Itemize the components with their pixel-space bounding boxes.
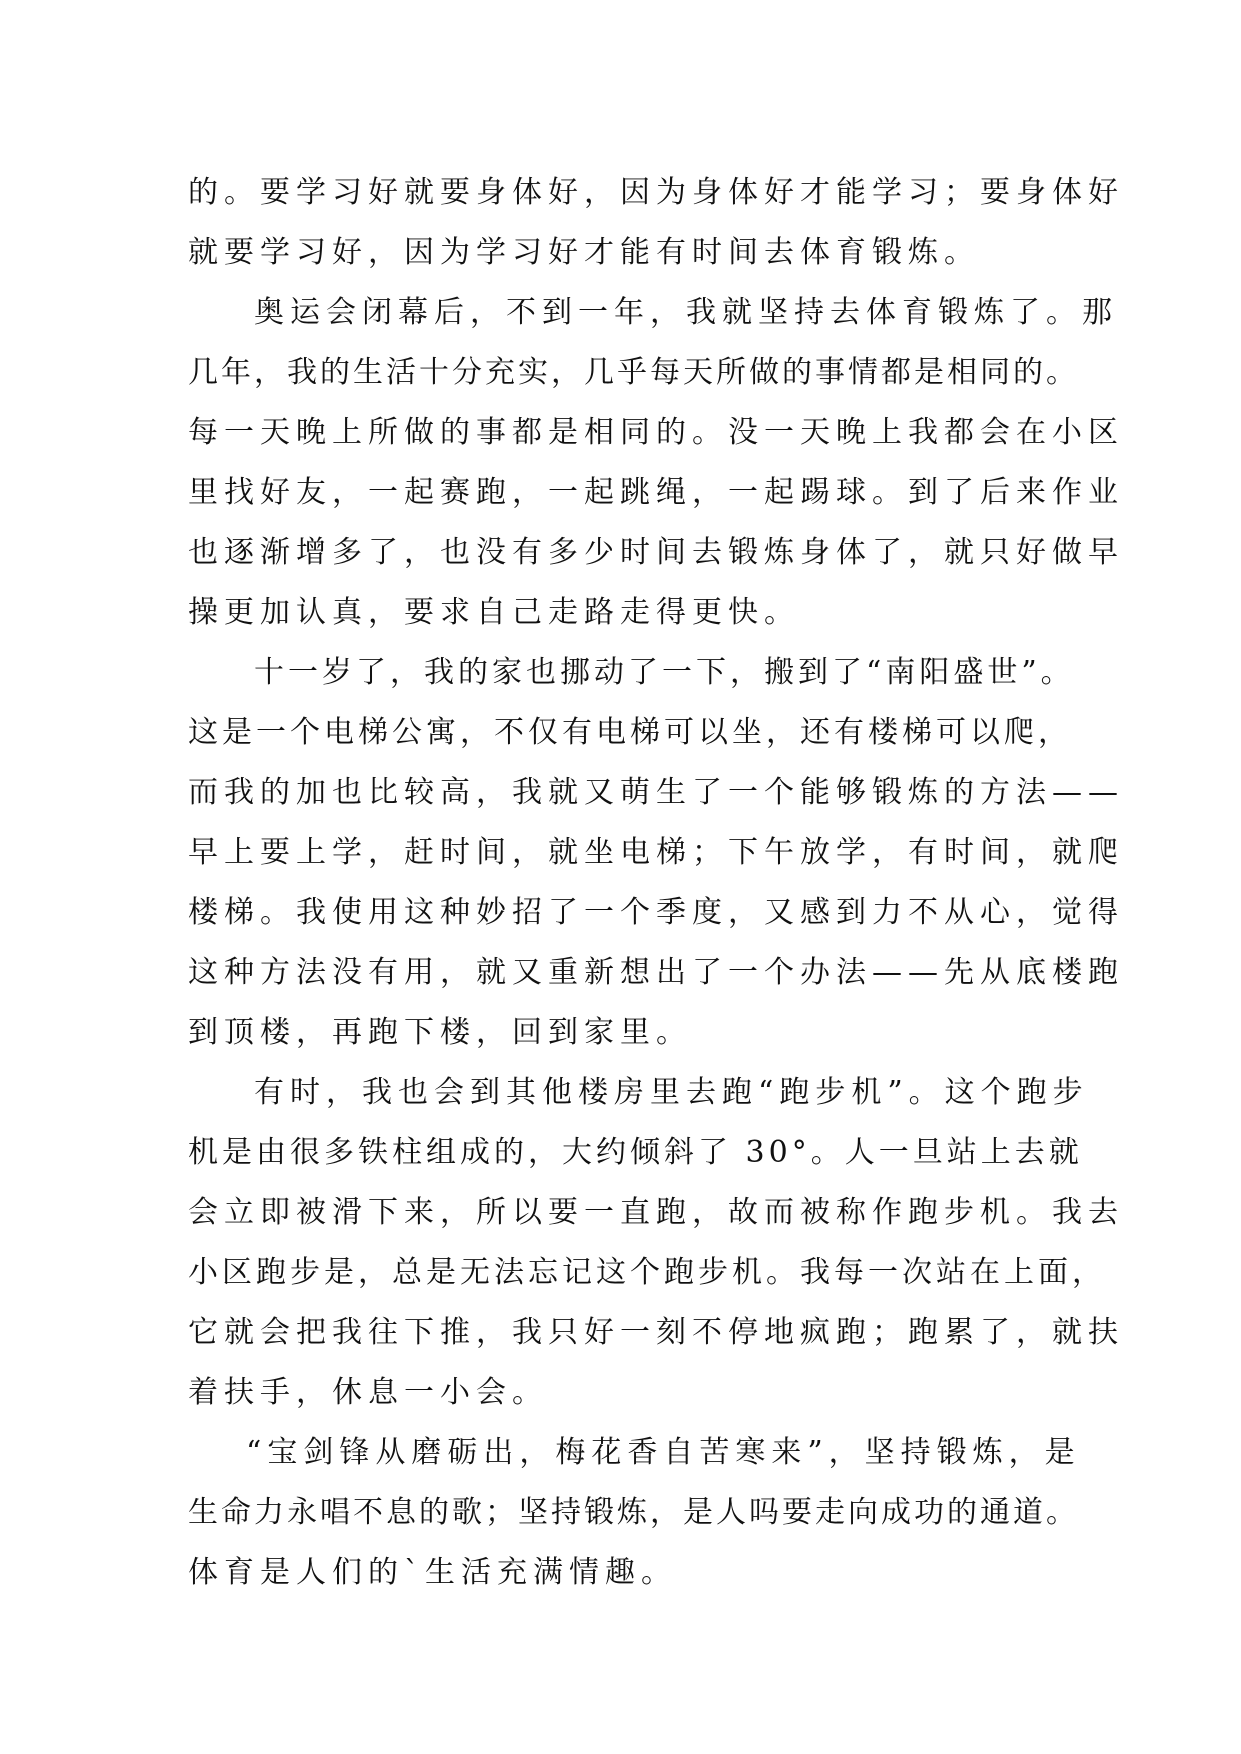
- text-line: 到顶楼，再跑下楼，回到家里。: [188, 1015, 692, 1050]
- text-line: 每一天晚上所做的事都是相同的。没一天晚上我都会在小区: [188, 415, 1124, 450]
- paragraph-first-line: “宝剑锋从磨砺出，梅花香自苦寒来”，坚持锻炼，是: [246, 1435, 1081, 1470]
- text-line: 生命力永唱不息的歌；坚持锻炼，是人吗要走向成功的通道。: [188, 1495, 1079, 1530]
- paragraph-first-line: 奥运会闭幕后，不到一年，我就坚持去体育锻炼了。那: [254, 295, 1118, 330]
- text-line: 这种方法没有用，就又重新想出了一个办法——先从底楼跑: [188, 955, 1124, 990]
- text-line: 操更加认真，要求自己走路走得更快。: [188, 595, 800, 630]
- paragraph-first-line: 十一岁了，我的家也挪动了一下，搬到了“南阳盛世”。: [254, 655, 1075, 690]
- text-line: 它就会把我往下推，我只好一刻不停地疯跑；跑累了，就扶: [188, 1315, 1124, 1350]
- text-line: 楼梯。我使用这种妙招了一个季度，又感到力不从心，觉得: [188, 895, 1124, 930]
- document-page: [188, 163, 1124, 1603]
- text-line: 就要学习好，因为学习好才能有时间去体育锻炼。: [188, 235, 980, 270]
- text-line: 几年，我的生活十分充实，几乎每天所做的事情都是相同的。: [188, 355, 1079, 390]
- text-line: 会立即被滑下来，所以要一直跑，故而被称作跑步机。我去: [188, 1195, 1124, 1230]
- text-line: 这是一个电梯公寓，不仅有电梯可以坐，还有楼梯可以爬，: [188, 715, 1072, 750]
- text-line: 早上要上学，赶时间，就坐电梯；下午放学，有时间，就爬: [188, 835, 1124, 870]
- text-line: 体育是人们的`生活充满情趣。: [188, 1555, 677, 1590]
- text-line: 小区跑步是，总是无法忘记这个跑步机。我每一次站在上面，: [188, 1255, 1106, 1290]
- paragraph-first-line: 有时，我也会到其他楼房里去跑“跑步机”。这个跑步: [254, 1075, 1089, 1110]
- text-line: 而我的加也比较高，我就又萌生了一个能够锻炼的方法——: [188, 775, 1124, 810]
- text-line: 里找好友，一起赛跑，一起跳绳，一起踢球。到了后来作业: [188, 475, 1124, 510]
- text-line: 也逐渐增多了，也没有多少时间去锻炼身体了，就只好做早: [188, 535, 1124, 570]
- text-line: 着扶手，休息一小会。: [188, 1375, 548, 1410]
- text-line: 的。要学习好就要身体好，因为身体好才能学习；要身体好: [188, 175, 1124, 210]
- text-line: 机是由很多铁柱组成的，大约倾斜了 30°。人一旦站上去就: [188, 1135, 1083, 1170]
